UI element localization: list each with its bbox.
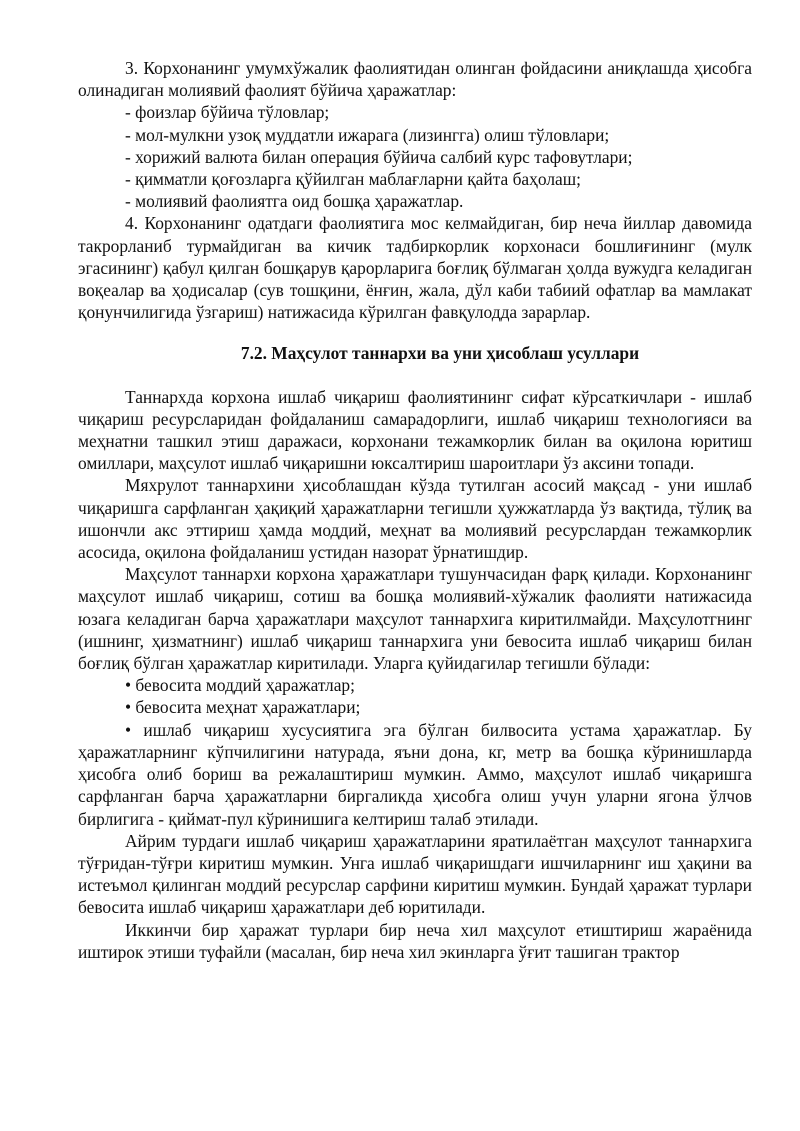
paragraph: Айрим турдаги ишлаб чиқариш ҳаражатларини яратилаётган маҳсулот таннархига тўғридан-тўғри киритиш мумкин. Унга ишлаб чиқаришдаги ишчиларнинг иш ҳақини ва истеъмол қилинган моддий ресурслар сарфини киритиш мумкин. Бундай ҳаражат турлари бевосита ишлаб чиқариш ҳаражатлари деб юритилади. <box>78 830 752 918</box>
paragraph-item-4: 4. Корхонанинг одатдаги фаолиятига мос келмайдиган, бир неча йиллар давомида такрорланиб турмайдиган ва кичик тадбиркорлик корхонаси бошлиғининг (мулк эгасининг) қабул қилган бошқарув қарорларига боғлиқ бўлмаган ҳолда вужудга келадиган воқеалар ва ҳодисалар (сув тошқини, ёнғин, жала, дўл каби табиий офатлар ва мамлакат қонунчилигида ўзгариш) натижасида кўрилган фавқулодда зарарлар. <box>78 213 752 323</box>
list-item: - мол-мулкни узоқ муддатли ижарага (лизингга) олиш тўловлари; <box>125 124 610 145</box>
bullet-item: • бевосита меҳнат ҳаражатлари; <box>125 697 361 718</box>
paragraph: Маҳсулот таннархи корхона ҳаражатлари тушунчасидан фарқ қилади. Корхонанинг маҳсулот ишлаб чиқариш, сотиш ва бошқа молиявий-хўжалик фаолияти натижасида юзага келадиган барча ҳаражатлари маҳсулот таннархига киритилмайди. Маҳсулотгнинг (ишнинг, ҳизматнинг) ишлаб чиқариш таннархига уни бевосита ишлаб чиқариш билан боғлиқ бўлган ҳаражатлар киритилади. Уларга қуйидагилар тегишли бўлади: <box>78 564 752 674</box>
section-heading: 7.2. Маҳсулот таннархи ва уни ҳисоблаш усуллари <box>240 343 640 364</box>
paragraph: Мяхрулот таннархини ҳисоблашдан кўзда тутилган асосий мақсад - уни ишлаб чиқаришга сарфланган ҳақиқий ҳаражатларни тегишли ҳужжатларда ўз вақтида, тўлиқ ва ишончли акс эттириш ҳамда моддий, меҳнат ва молиявий ресурслардан тежамкорлик асосида, оқилона фойдаланиш устидан назорат ўрнатишдир. <box>78 475 752 563</box>
list-item: - хорижий валюта билан операция бўйича салбий курс тафовутлари; <box>125 146 633 167</box>
list-item: - фоизлар бўйича тўловлар; <box>125 102 330 123</box>
paragraph: • ишлаб чиқариш хусусиятига эга бўлган билвосита устама ҳаражатлар. Бу ҳаражатларнинг кўпчилигини натурада, яъни дона, кг, метр ва бошқа кўринишларда ҳисобга олиб бориш ва режалаштириш мумкин. Аммо, маҳсулот ишлаб чиқаришга сарфланган барча ҳаражатларни биргаликда ҳисобга олиш учун уларни ягона ўлчов бирлигига - қиймат-пул кўринишига келтириш талаб этилади. <box>78 719 752 829</box>
paragraph-item-3: 3. Корхонанинг умумхўжалик фаолиятидан олинган фойдасини аниқлашда ҳисобга олинадиган молиявий фаолият бўйича ҳаражатлар: <box>78 58 752 101</box>
list-item: - қимматли қоғозларга қўйилган маблағларни қайта баҳолаш; <box>125 169 581 190</box>
document-page <box>78 57 752 963</box>
list-item: - молиявий фаолиятга оид бошқа ҳаражатлар. <box>125 191 464 212</box>
paragraph: Иккинчи бир ҳаражат турлари бир неча хил маҳсулот етиштириш жараёнида иштирок этиши туфайли (масалан, бир неча хил экинларга ўғит ташиган трактор <box>78 919 752 962</box>
bullet-item: • бевосита моддий ҳаражатлар; <box>125 675 355 696</box>
paragraph: Таннархда корхона ишлаб чиқариш фаолиятининг сифат кўрсаткичлари - ишлаб чиқариш ресурсларидан фойдаланиш самарадорлиги, ишлаб чиқариш технологияси ва меҳнатни ташкил этиш даражаси, корхонани тежамкорлик билан ва оқилона юритиш омиллари, маҳсулот ишлаб чиқаришни юксалтириш шароитлари ўз аксини топади. <box>78 386 752 474</box>
